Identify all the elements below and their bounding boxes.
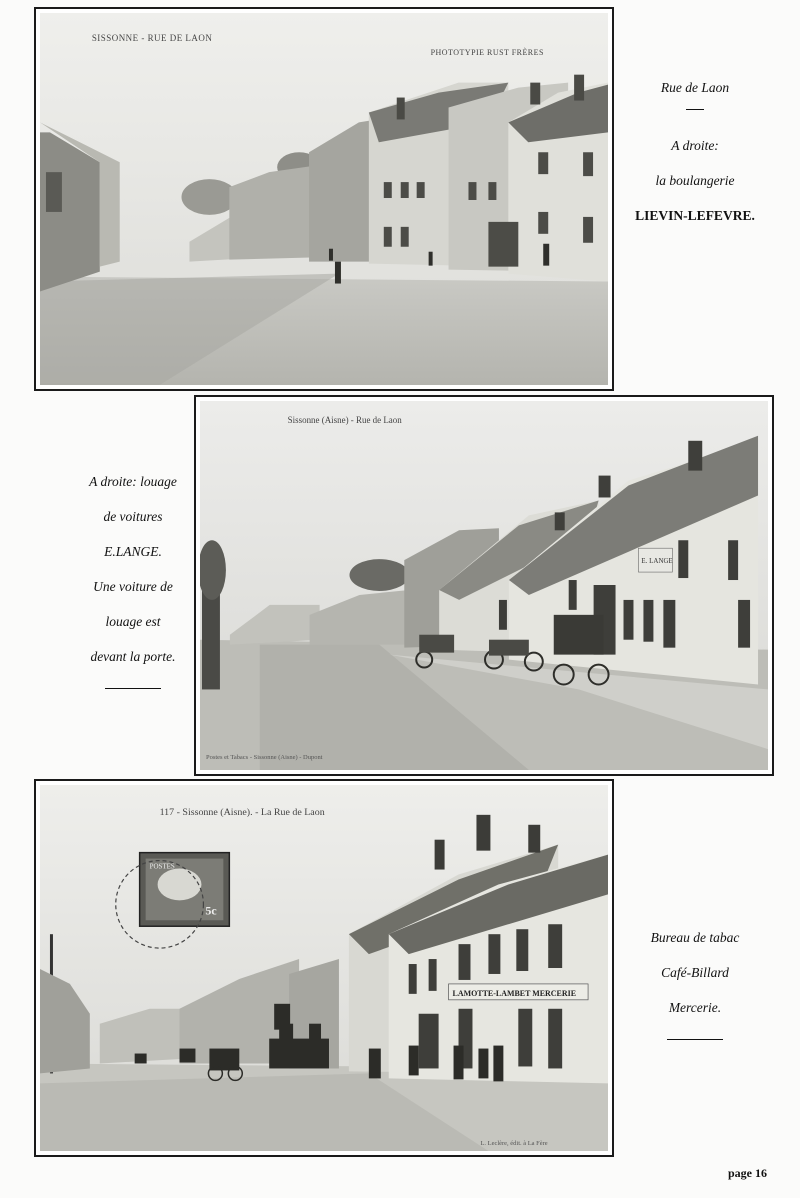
postcard-photo-1: [34, 7, 614, 391]
caption-second-line2: de voitures: [103, 509, 163, 524]
photo-3-shop-sign: LAMOTTE-LAMBET MERCERIE: [452, 988, 577, 998]
caption-second: [58, 464, 208, 689]
postcard-photo-3: [34, 779, 614, 1157]
photo-3-stamp-value: 5c: [205, 903, 217, 918]
photo-3-caption-left: 117 - Sissonne (Aisne). - La Rue de Laon: [159, 806, 325, 818]
caption-second-line5: louage est: [105, 614, 161, 629]
page-number: page 16: [728, 1166, 767, 1180]
caption-third-line3: Mercerie.: [668, 1000, 722, 1015]
caption-third-line2: Café-Billard: [661, 965, 729, 980]
caption-first-title: Rue de Laon: [660, 80, 730, 95]
photo-2-shop-sign: E. LANGE: [641, 557, 673, 566]
caption-second-line1: A droite: louage: [89, 474, 177, 489]
caption-third: [620, 920, 770, 1040]
caption-second-line6: devant la porte.: [90, 649, 176, 664]
photo-2-caption-left: Sissonne (Aisne) - Rue de Laon: [287, 414, 402, 425]
photo-1-caption-right: PHOTOTYPIE RUST FRÈRES: [430, 47, 544, 57]
caption-second-line3: E.LANGE.: [104, 544, 162, 559]
divider-rule: [686, 109, 704, 110]
photo-2-footer: Postes et Tabacs - Sissonne (Aisne) - Dupont: [205, 754, 323, 762]
postcard-image-3: [40, 785, 608, 1151]
caption-first: [620, 70, 770, 233]
postcard-photo-2: [194, 395, 774, 776]
photo-3-footer: L. Leclère, édit. à La Fère: [480, 1140, 548, 1148]
caption-first-line3: LIEVIN-LEFEVRE.: [635, 208, 755, 223]
photo-1-caption-left: SISSONNE - RUE DE LAON: [91, 32, 213, 43]
caption-third-line1: Bureau de tabac: [650, 930, 740, 945]
caption-first-line2: la boulangerie: [655, 173, 735, 188]
divider-rule: [667, 1039, 723, 1040]
caption-second-line4: Une voiture de: [93, 579, 173, 594]
postcard-image-1: [40, 13, 608, 385]
photo-3-stamp-label: POSTES: [149, 862, 175, 871]
divider-rule: [105, 688, 161, 689]
caption-first-line1: A droite:: [671, 138, 719, 153]
postcard-image-2: [200, 401, 768, 770]
